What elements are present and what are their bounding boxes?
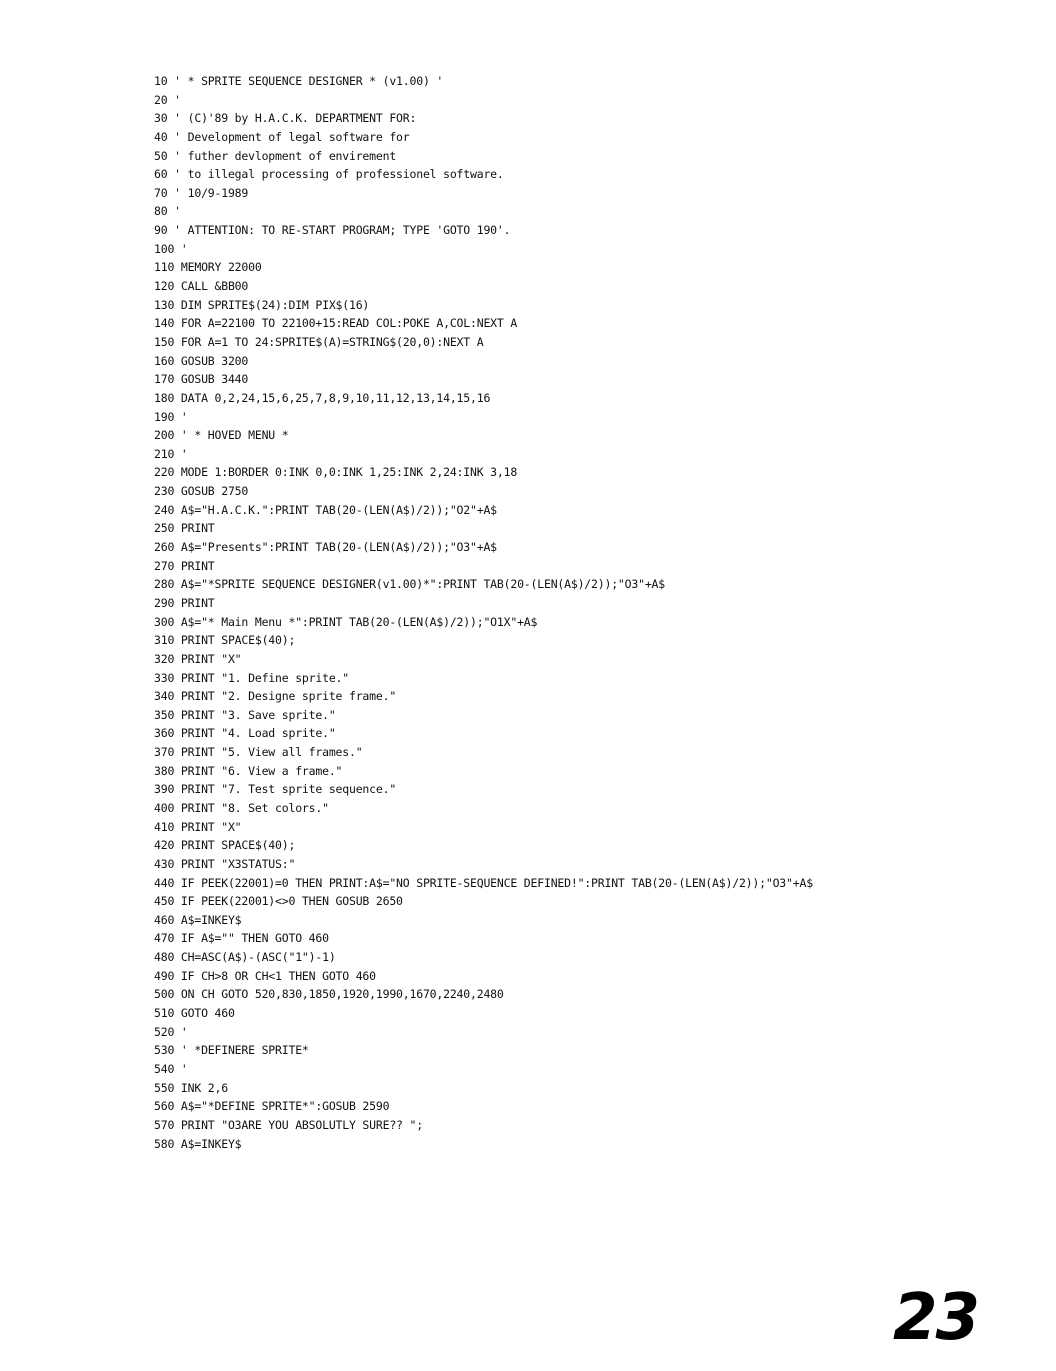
code-line: 280 A$="*SPRITE SEQUENCE DESIGNER(v1.00)*":PRINT TAB(20-(LEN(A$)/2));"O3"+A$ [154, 577, 665, 592]
code-line: 30 ' (C)'89 by H.A.C.K. DEPARTMENT FOR: [154, 111, 417, 126]
code-line: 540 ' [154, 1061, 188, 1076]
code-line: 560 A$="*DEFINE SPRITE*":GOSUB 2590 [154, 1099, 390, 1114]
code-line: 110 MEMORY 22000 [154, 260, 262, 275]
basic-program-listing [154, 72, 1034, 1153]
code-line: 60 ' to illegal processing of professionel software. [154, 167, 504, 182]
code-line: 250 PRINT [154, 521, 215, 536]
page-number: 23 [892, 1281, 978, 1355]
code-line: 190 ' [154, 409, 188, 424]
code-line: 420 PRINT SPACE$(40); [154, 838, 296, 853]
code-line: 480 CH=ASC(A$)-(ASC("1")-1) [154, 950, 336, 965]
code-line: 410 PRINT "X" [154, 819, 242, 834]
code-line: 200 ' * HOVED MENU * [154, 428, 289, 443]
code-line: 40 ' Development of legal software for [154, 129, 410, 144]
code-line: 80 ' [154, 204, 181, 219]
code-line: 500 ON CH GOTO 520,830,1850,1920,1990,1670,2240,2480 [154, 987, 504, 1002]
code-line: 380 PRINT "6. View a frame." [154, 763, 343, 778]
code-line: 470 IF A$="" THEN GOTO 460 [154, 931, 329, 946]
code-line: 120 CALL &BB00 [154, 279, 249, 294]
code-line: 230 GOSUB 2750 [154, 484, 249, 499]
code-line: 180 DATA 0,2,24,15,6,25,7,8,9,10,11,12,13,14,15,16 [154, 390, 491, 405]
code-line: 570 PRINT "O3ARE YOU ABSOLUTLY SURE?? "; [154, 1117, 423, 1132]
code-line: 210 ' [154, 446, 188, 461]
code-line: 430 PRINT "X3STATUS:" [154, 856, 296, 871]
code-line: 360 PRINT "4. Load sprite." [154, 726, 336, 741]
code-line: 440 IF PEEK(22001)=0 THEN PRINT:A$="NO SPRITE-SEQUENCE DEFINED!":PRINT TAB(20-(LEN(A$)/2));"O3"+A$ [154, 875, 813, 890]
code-line: 90 ' ATTENTION: TO RE-START PROGRAM; TYPE 'GOTO 190'. [154, 223, 511, 238]
code-line: 510 GOTO 460 [154, 1006, 235, 1021]
code-line: 320 PRINT "X" [154, 651, 242, 666]
code-line: 270 PRINT [154, 558, 215, 573]
code-line: 150 FOR A=1 TO 24:SPRITE$(A)=STRING$(20,0):NEXT A [154, 334, 484, 349]
code-line: 290 PRINT [154, 595, 215, 610]
code-line: 390 PRINT "7. Test sprite sequence." [154, 782, 397, 797]
code-line: 530 ' *DEFINERE SPRITE* [154, 1043, 309, 1058]
code-line: 450 IF PEEK(22001)<>0 THEN GOSUB 2650 [154, 894, 403, 909]
code-line: 550 INK 2,6 [154, 1080, 228, 1095]
code-line: 300 A$="* Main Menu *":PRINT TAB(20-(LEN(A$)/2));"O1X"+A$ [154, 614, 538, 629]
code-line: 20 ' [154, 92, 181, 107]
code-line: 170 GOSUB 3440 [154, 372, 249, 387]
code-line: 350 PRINT "3. Save sprite." [154, 707, 336, 722]
code-line: 330 PRINT "1. Define sprite." [154, 670, 349, 685]
code-line: 130 DIM SPRITE$(24):DIM PIX$(16) [154, 297, 370, 312]
code-line: 240 A$="H.A.C.K.":PRINT TAB(20-(LEN(A$)/2));"O2"+A$ [154, 502, 497, 517]
code-line: 580 A$=INKEY$ [154, 1136, 242, 1151]
code-line: 490 IF CH>8 OR CH<1 THEN GOTO 460 [154, 968, 376, 983]
code-line: 160 GOSUB 3200 [154, 353, 249, 368]
code-line: 100 ' [154, 241, 188, 256]
code-line: 50 ' futher devlopment of envirement [154, 148, 397, 163]
code-line: 220 MODE 1:BORDER 0:INK 0,0:INK 1,25:INK 2,24:INK 3,18 [154, 465, 518, 480]
code-line: 260 A$="Presents":PRINT TAB(20-(LEN(A$)/2));"O3"+A$ [154, 540, 497, 555]
code-line: 370 PRINT "5. View all frames." [154, 745, 363, 760]
code-line: 140 FOR A=22100 TO 22100+15:READ COL:POKE A,COL:NEXT A [154, 316, 518, 331]
code-line: 10 ' * SPRITE SEQUENCE DESIGNER * (v1.00) ' [154, 74, 444, 88]
code-line: 310 PRINT SPACE$(40); [154, 633, 296, 648]
code-line: 400 PRINT "8. Set colors." [154, 800, 329, 815]
code-line: 460 A$=INKEY$ [154, 912, 242, 927]
code-line: 70 ' 10/9-1989 [154, 185, 249, 200]
code-line: 520 ' [154, 1024, 188, 1039]
code-line: 340 PRINT "2. Designe sprite frame." [154, 689, 397, 704]
